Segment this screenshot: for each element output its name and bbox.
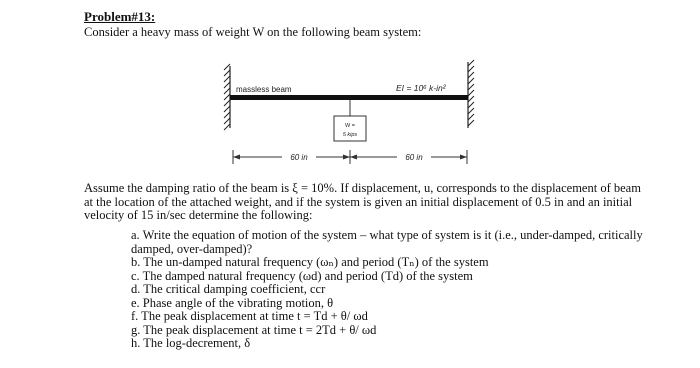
question-a: a. Write the equation of motion of the system – what type of system is it (i.e., under-damped, critically damped, over-damped)?	[131, 228, 643, 256]
beam	[230, 95, 468, 100]
stiffness-label: EI = 10⁶ k-in²	[396, 83, 446, 93]
problem-statement: Assume the damping ratio of the beam is ξ = 10%. If displacement, u, corresponds to the displacement of beam at the location of the attached weight, and if the system is given an initial displacement of 0.5 in and an initial velocity of 15 in/sec determine the following:	[84, 181, 641, 222]
weight-label-line2: 5 kips	[342, 132, 358, 138]
question-list	[131, 229, 671, 351]
left-fixed-support	[224, 64, 230, 130]
right-fixed-support	[468, 60, 474, 128]
problem-title: Problem#13:	[84, 9, 156, 24]
question-h: h. The log-decrement, δ	[131, 336, 251, 350]
right-span-label: 60 in	[405, 153, 423, 162]
beam-label: massless beam	[236, 85, 292, 94]
weight-label-line1: W =	[345, 123, 355, 129]
question-f: f. The peak displacement at time t = Td + θ/ ωd	[131, 309, 368, 323]
dimension-line	[233, 150, 467, 164]
question-g: g. The peak displacement at time t = 2Td + θ/ ωd	[131, 322, 377, 337]
question-e: e. Phase angle of the vibrating motion, θ	[131, 295, 334, 310]
weight-mass	[334, 100, 366, 141]
question-c: c. The damped natural frequency (ωd) and period (Td) of the system	[131, 268, 473, 283]
question-b: b. The un-damped natural frequency (ωₙ) and period (Tₙ) of the system	[131, 255, 489, 269]
problem-intro: Consider a heavy mass of weight W on the following beam system:	[84, 25, 422, 39]
question-d: d. The critical damping coefficient, ccr	[131, 282, 326, 296]
left-span-label: 60 in	[290, 153, 308, 162]
